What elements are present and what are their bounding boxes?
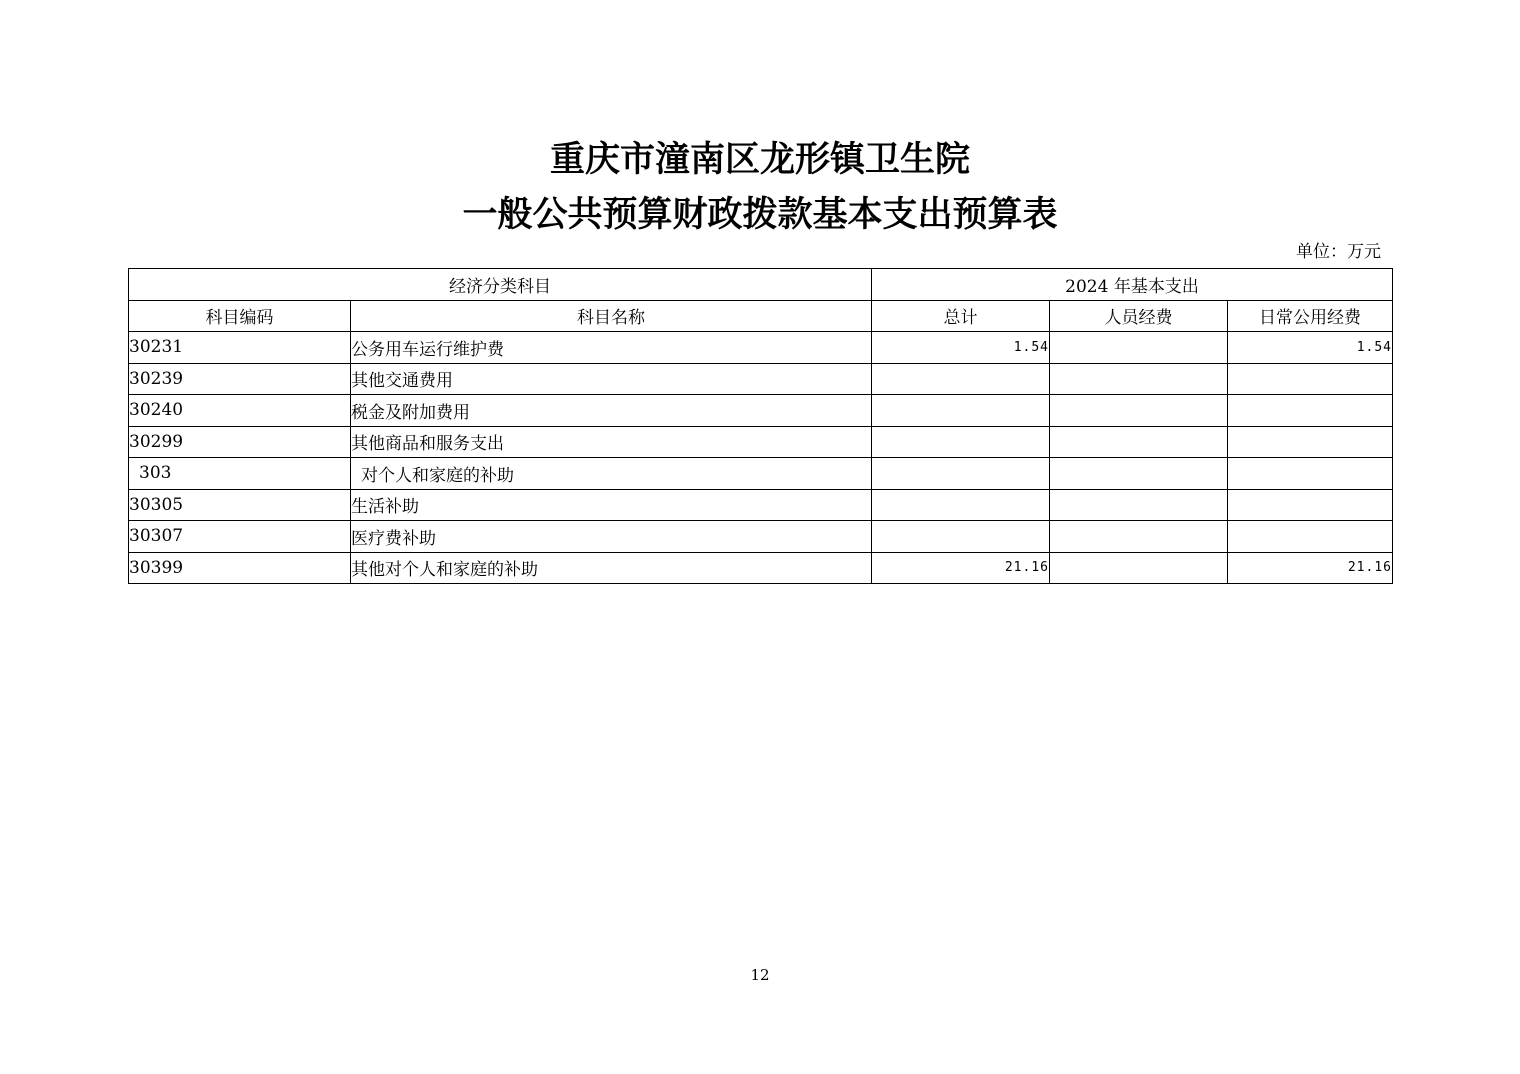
cell-code: 30239 (129, 363, 351, 395)
header-total: 总计 (872, 300, 1050, 332)
cell-name: 医疗费补助 (351, 521, 872, 553)
group-header-row (129, 269, 1393, 301)
document-title-line1: 重庆市潼南区龙形镇卫生院 (549, 139, 970, 180)
cell-personnel (1050, 332, 1228, 364)
cell-personnel (1050, 426, 1228, 458)
cell-personnel (1050, 521, 1228, 553)
document-title-line2: 一般公共预算财政拨款基本支出预算表 (462, 194, 1058, 235)
header-personnel: 人员经费 (1050, 300, 1228, 332)
table-row (129, 458, 1393, 490)
cell-daily (1228, 363, 1393, 395)
cell-daily: 1.54 (1228, 332, 1393, 364)
cell-name: 对个人和家庭的补助 (351, 458, 872, 490)
cell-name: 生活补助 (351, 489, 872, 521)
cell-code: 303 (129, 458, 351, 490)
cell-daily (1228, 395, 1393, 427)
cell-total (872, 395, 1050, 427)
cell-name: 其他对个人和家庭的补助 (351, 552, 872, 584)
cell-code: 30299 (129, 426, 351, 458)
cell-total: 1.54 (872, 332, 1050, 364)
table-row (129, 521, 1393, 553)
table-row (129, 332, 1393, 364)
header-daily-public: 日常公用经费 (1228, 300, 1393, 332)
cell-total (872, 363, 1050, 395)
cell-daily (1228, 458, 1393, 490)
table-row (129, 489, 1393, 521)
cell-name: 其他交通费用 (351, 363, 872, 395)
cell-personnel (1050, 395, 1228, 427)
page-number: 12 (750, 966, 770, 984)
table-row (129, 426, 1393, 458)
cell-daily: 21.16 (1228, 552, 1393, 584)
budget-table (128, 268, 1393, 584)
cell-personnel (1050, 489, 1228, 521)
cell-total (872, 458, 1050, 490)
cell-name: 公务用车运行维护费 (351, 332, 872, 364)
table-row (129, 552, 1393, 584)
cell-code: 30231 (129, 332, 351, 364)
header-economic-category: 经济分类科目 (129, 269, 872, 301)
unit-label: 单位：万元 (1296, 242, 1381, 262)
table-row (129, 395, 1393, 427)
cell-total (872, 426, 1050, 458)
cell-daily (1228, 426, 1393, 458)
cell-code: 30240 (129, 395, 351, 427)
cell-total: 21.16 (872, 552, 1050, 584)
cell-personnel (1050, 458, 1228, 490)
header-code: 科目编码 (129, 300, 351, 332)
cell-total (872, 489, 1050, 521)
cell-personnel (1050, 363, 1228, 395)
header-name: 科目名称 (351, 300, 872, 332)
cell-personnel (1050, 552, 1228, 584)
cell-total (872, 521, 1050, 553)
cell-daily (1228, 521, 1393, 553)
cell-name: 税金及附加费用 (351, 395, 872, 427)
table-row (129, 363, 1393, 395)
header-basic-expenditure: 2024 年基本支出 (872, 269, 1393, 301)
column-header-row (129, 300, 1393, 332)
cell-name: 其他商品和服务支出 (351, 426, 872, 458)
cell-code: 30399 (129, 552, 351, 584)
cell-code: 30307 (129, 521, 351, 553)
cell-daily (1228, 489, 1393, 521)
cell-code: 30305 (129, 489, 351, 521)
